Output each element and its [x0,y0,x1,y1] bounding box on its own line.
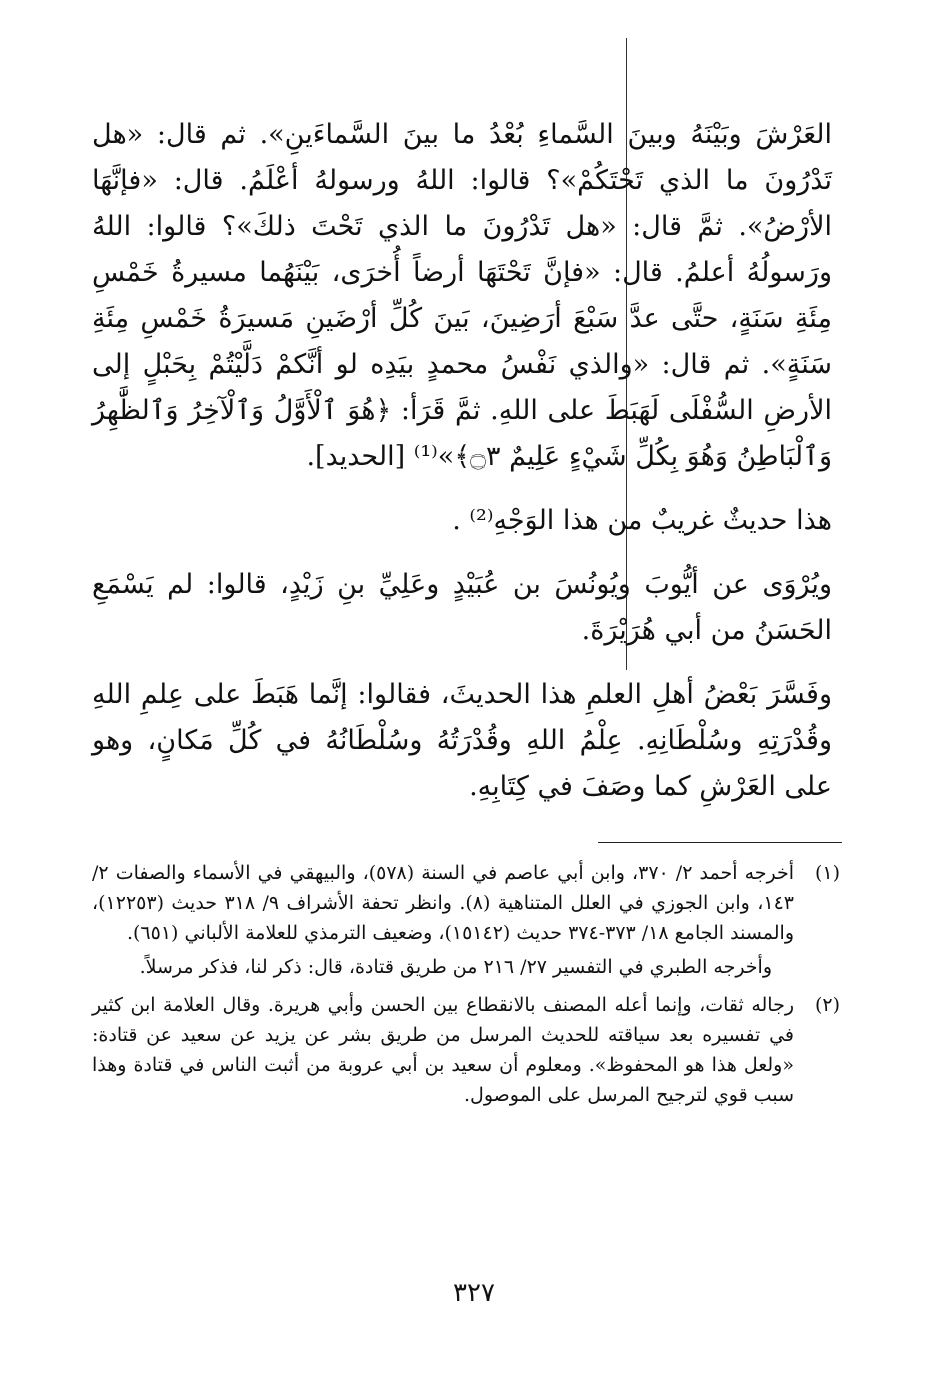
footnote-1 [92,858,840,982]
footnote-number: (٢) [814,994,840,1016]
paragraph-hadith: العَرْشَ وبَيْنَهُ وبينَ السَّماءِ بُعْدُ ما بينَ السَّماءَينِ». ثم قال: «هل تَدْرُونَ ما الذي تَحْتَكُمْ»؟ قالوا: اللهُ ورسولهُ أعْلَمُ. قال: «فإنَّهَا الأرْضُ». ثمَّ قال: «هل تَدْرُونَ ما الذي تَحْتَ ذلكَ»؟ قالوا: اللهُ ورَسولُهُ أعلمُ. قال: «فإنَّ تَحْتَهَا أرضاً أُخرَى، بَيْنَهُما مسيرةُ خَمْسِ مِئَةِ سَنَةٍ، حتَّى عدَّ سَبْعَ أرَضِينَ، بَينَ كُلِّ أرْضَينِ مَسيرَةُ خَمْسِ مِئَةِ سَنَةٍ». ثم قال: «والذي نَفْسُ محمدٍ بيَدِه لو أنَّكمْ دَلَّيْتُمْ بِحَبْلٍ إلى الأرضِ السُّفْلَى لَهَبَطَ على اللهِ. ثمَّ قَرَأ: ﴿هُوَ ٱلْأَوَّلُ وَٱلْآخِرُ وَٱلظَّٰهِرُ وَٱلْبَاطِنُ وَهُوَ بِكُلِّ شَيْءٍ عَلِيمٌ ۝٣﴾»⁽¹⁾ [الحديد]. [92,119,832,472]
footnote-divider [598,842,842,843]
footnotes [92,858,840,1118]
footnote-number: (١) [814,862,840,884]
paragraph-grading: هذا حديثٌ غريبٌ من هذا الوَجْهِ⁽²⁾ . [452,505,832,536]
main-text [92,112,832,810]
footnote-2 [92,990,840,1110]
footnote-body [92,858,794,982]
footnote-text: أخرجه أحمد ٢/ ٣٧٠، وابن أبي عاصم في السنة (٥٧٨)، والبيهقي في الأسماء والصفات ٢/ ١٤٣، وابن الجوزي في العلل المتناهية (٨). وانظر تحفة الأشراف ٩/ ٣١٨ حديث (١٢٢٥٣)، والمسند الجامع ١٨/ ٣٧٣-٣٧٤ حديث (١٥١٤٢)، وضعيف الترمذي للعلامة الألباني (٦٥١). [92,862,795,944]
page-number: ٣٢٧ [453,1278,495,1308]
paragraph-commentary: وفَسَّرَ بَعْضُ أهلِ العلمِ هذا الحديثَ، فقالوا: إنَّما هَبَطَ على عِلمِ اللهِ وقُدْرَتِهِ وسُلْطَانِهِ. عِلْمُ اللهِ وقُدْرَتُهُ وسُلْطَانُهُ في كُلِّ مَكانٍ، وهو على العَرْشِ كما وصَفَ في كِتَابِهِ. [92,679,832,802]
footnote-body [92,990,794,1110]
footnote-text: رجاله ثقات، وإنما أعله المصنف بالانقطاع بين الحسن وأبي هريرة. وقال العلامة ابن كثير في تفسيره بعد سياقته للحديث المرسل من طريق بشر عن يزيد عن سعيد عن قتادة: «ولعل هذا هو المحفوظ». ومعلوم أن سعيد بن أبي عروبة من أثبت الناس في قتادة وهذا سبب قوي لترجيح المرسل على الموصول. [92,994,794,1106]
paragraph-narration: ويُرْوَى عن أيُّوبَ ويُونُسَ بن عُبَيْدٍ وعَلِيِّ بنِ زَيْدٍ، قالوا: لم يَسْمَعِ الحَسَنُ من أبي هُرَيْرَةَ. [92,569,832,646]
footnote-text: وأخرجه الطبري في التفسير ٢٧/ ٢١٦ من طريق قتادة، قال: ذكر لنا، فذكر مرسلاً. [139,956,772,978]
